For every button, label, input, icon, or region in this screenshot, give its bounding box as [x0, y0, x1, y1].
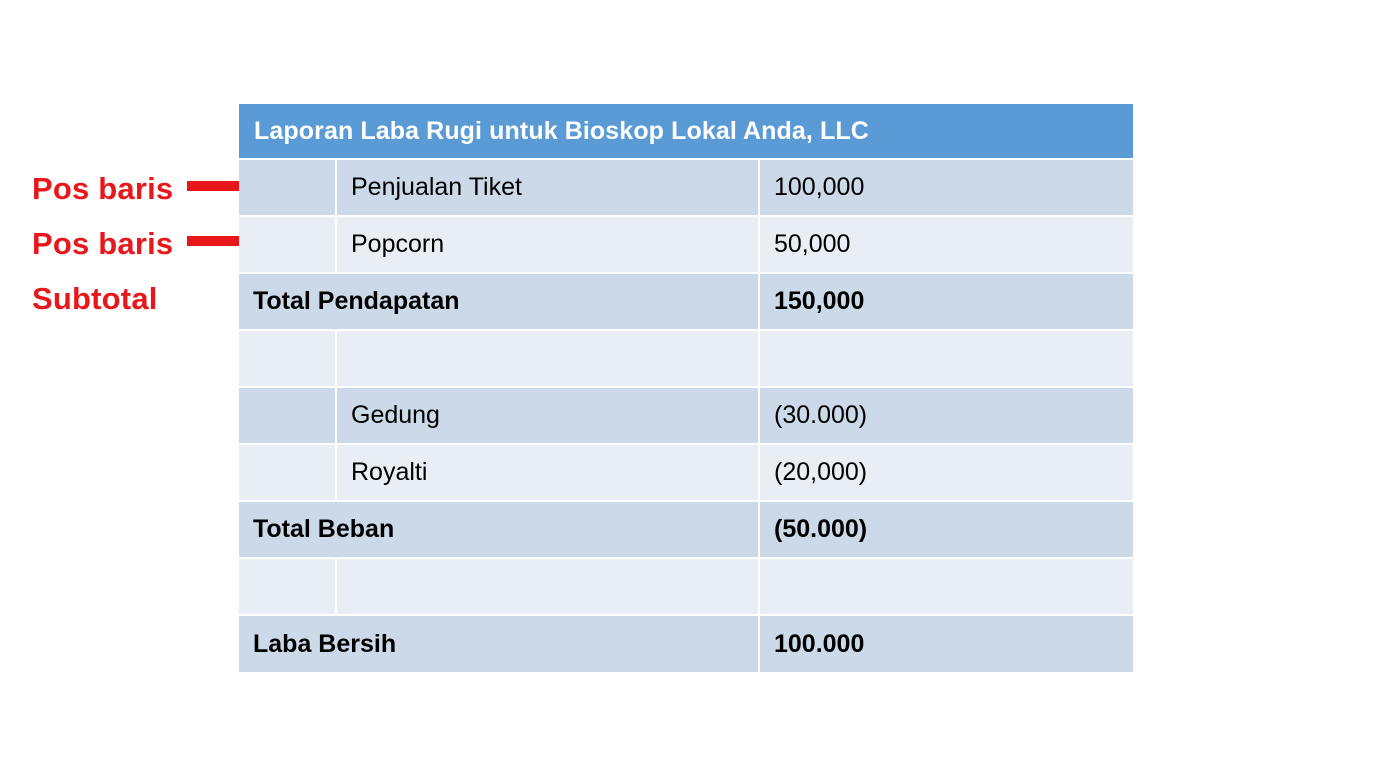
row-indent-cell	[239, 159, 336, 216]
table-row-spacer	[239, 558, 1133, 615]
row-indent-cell	[239, 444, 336, 501]
row-value: 150,000	[759, 273, 1133, 330]
annotation-label: Pos baris	[32, 225, 174, 261]
row-value: 100,000	[759, 159, 1133, 216]
table-row-net-income	[239, 615, 1133, 673]
table-title: Laporan Laba Rugi untuk Bioskop Lokal Anda, LLC	[239, 104, 1133, 159]
income-statement-table	[239, 104, 1133, 674]
row-label: Popcorn	[336, 216, 759, 273]
row-label	[336, 330, 759, 387]
table-row-spacer	[239, 330, 1133, 387]
row-label: Penjualan Tiket	[336, 159, 759, 216]
row-label	[336, 558, 759, 615]
table-row-total	[239, 273, 1133, 330]
annotation-subtotal	[32, 270, 158, 326]
row-indent-cell	[239, 558, 336, 615]
row-value: (30.000)	[759, 387, 1133, 444]
table-row	[239, 387, 1133, 444]
table-row	[239, 216, 1133, 273]
table-row-total	[239, 501, 1133, 558]
row-indent-cell	[239, 216, 336, 273]
annotation-column	[0, 0, 240, 768]
row-value: 50,000	[759, 216, 1133, 273]
row-label: Total Beban	[239, 501, 759, 558]
table-row	[239, 444, 1133, 501]
table-title-row	[239, 104, 1133, 159]
annotation-label: Subtotal	[32, 280, 158, 316]
row-value	[759, 330, 1133, 387]
row-label: Laba Bersih	[239, 615, 759, 673]
row-indent-cell	[239, 387, 336, 444]
row-label: Total Pendapatan	[239, 273, 759, 330]
row-value: (20,000)	[759, 444, 1133, 501]
row-indent-cell	[239, 330, 336, 387]
row-value	[759, 558, 1133, 615]
table-row	[239, 159, 1133, 216]
row-label: Gedung	[336, 387, 759, 444]
row-value: 100.000	[759, 615, 1133, 673]
row-label: Royalti	[336, 444, 759, 501]
row-value: (50.000)	[759, 501, 1133, 558]
annotation-label: Pos baris	[32, 170, 174, 206]
